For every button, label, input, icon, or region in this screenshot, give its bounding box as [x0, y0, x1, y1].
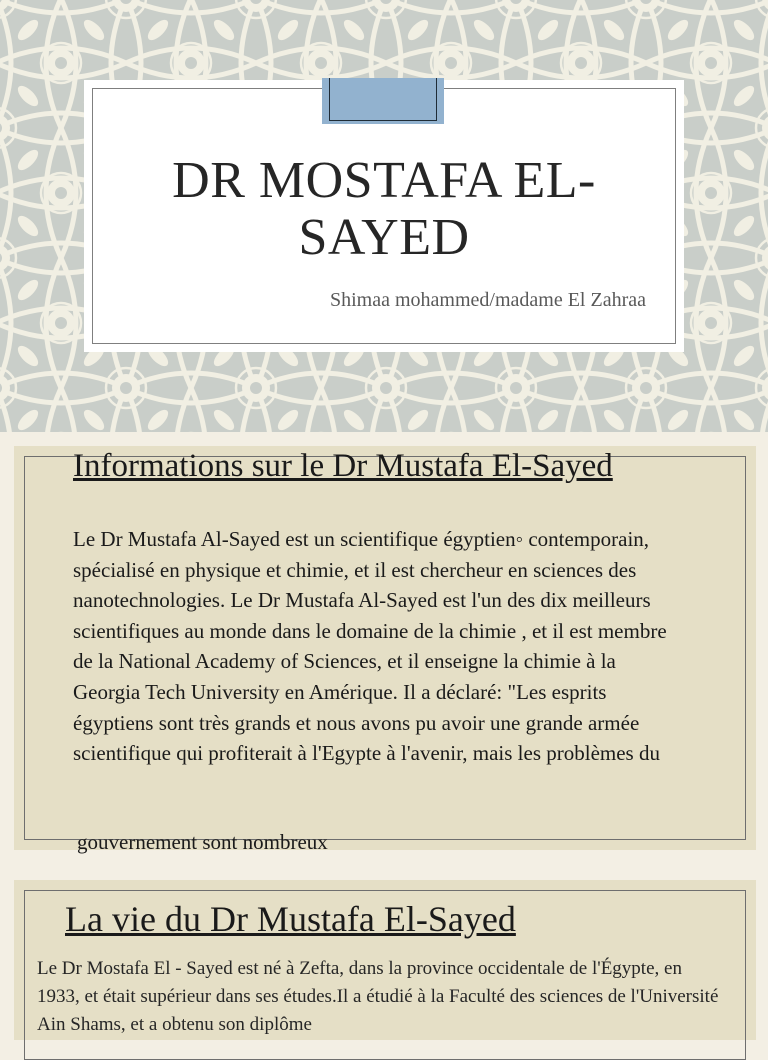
info-body-tail: gouvernement sont nombreux: [77, 830, 328, 854]
info-body-text: Le Dr Mustafa Al-Sayed est un scientifique égyptien◦ contemporain, spécialisé en physique et chimie, et il est chercheur en sciences des nanotechnologies. Le Dr Mustafa Al-Sayed est l'un des dix meilleurs scientifiques au monde dans le domaine de la chimie , et il est membre de la National Academy of Sciences, et il enseigne la chimie à la Georgia Tech University en Amérique. Il a déclaré: "Les esprits égyptiens sont très grands et nous avons pu avoir une grande armée scientifique qui profiterait à l'Egypte à l'avenir, mais les problèmes du: [73, 527, 667, 766]
title-slide: [0, 0, 768, 432]
accent-tab: [322, 78, 444, 124]
info-heading: Informations sur le Dr Mustafa El-Sayed: [73, 448, 613, 484]
life-heading: La vie du Dr Mustafa El-Sayed: [65, 899, 516, 939]
info-slide: [14, 446, 756, 854]
slide-title-line-2: SAYED: [298, 209, 470, 266]
slide-subtitle: Shimaa mohammed/madame El Zahraa: [330, 289, 646, 311]
accent-tab-border: [329, 78, 437, 121]
slide-title-line-1: DR MOSTAFA EL-: [172, 152, 596, 209]
life-slide: [14, 880, 756, 1040]
slide-title: [84, 152, 684, 266]
life-body-text: Le Dr Mostafa El - Sayed est né à Zefta, dans la province occidentale de l'Égypte, en 1933, et était supérieur dans ses études.Il a étudié à la Faculté des sciences de l'Université Ain Shams, et a obtenu son diplôme: [37, 958, 719, 1035]
